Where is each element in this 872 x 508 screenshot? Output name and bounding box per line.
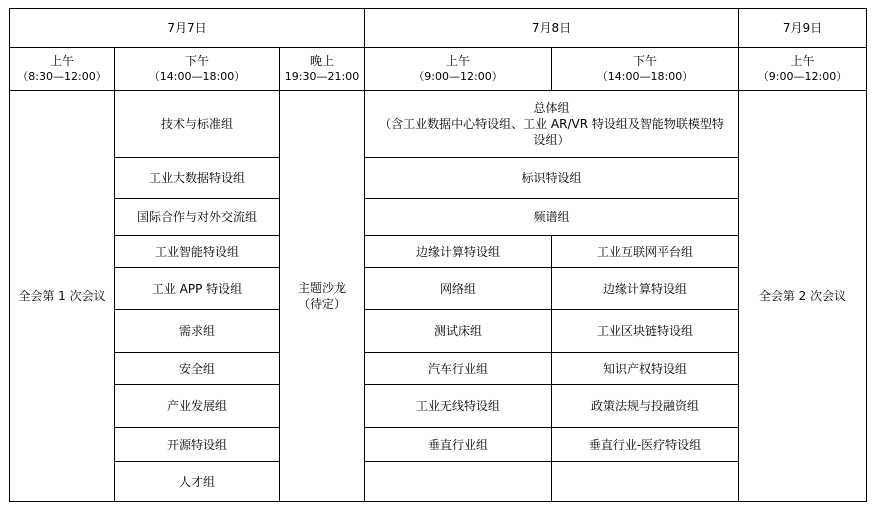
group-cell: 垂直行业组 xyxy=(365,428,552,462)
group-cell: 垂直行业-医疗特设组 xyxy=(552,428,739,462)
group-cell-empty xyxy=(365,462,552,502)
slot-time: （9:00—12:00） xyxy=(757,70,848,83)
identifier-group: 标识特设组 xyxy=(365,158,739,199)
slot-label: 上午 xyxy=(49,54,74,68)
table-row xyxy=(10,268,867,310)
table-row xyxy=(10,353,867,385)
group-cell: 网络组 xyxy=(365,268,552,310)
table-row xyxy=(10,462,867,502)
slot-jul9-morning xyxy=(739,48,867,91)
general-group-desc-end: 设组） xyxy=(533,133,570,147)
group-cell: 安全组 xyxy=(115,353,280,385)
general-group-title: 总体组 xyxy=(533,101,570,115)
group-cell: 边缘计算特设组 xyxy=(552,268,739,310)
plenary-session-1: 全会第 1 次会议 xyxy=(10,91,115,502)
day-header-jul9: 7月9日 xyxy=(739,9,867,48)
slot-label: 上午 xyxy=(790,54,815,68)
group-cell: 边缘计算特设组 xyxy=(365,236,552,268)
slot-jul8-morning xyxy=(365,48,552,91)
slot-jul7-morning xyxy=(10,48,115,91)
slot-label: 下午 xyxy=(632,54,657,68)
slot-time: 19:30—21:00 xyxy=(284,70,360,83)
theme-salon xyxy=(280,91,365,502)
slot-label: 上午 xyxy=(445,54,470,68)
slot-label: 晚上 xyxy=(309,54,334,68)
group-cell: 产业发展组 xyxy=(115,385,280,428)
table-row xyxy=(10,236,867,268)
day-header-jul8: 7月8日 xyxy=(365,9,739,48)
slot-jul7-evening xyxy=(280,48,365,91)
group-cell: 工业 APP 特设组 xyxy=(115,268,280,310)
group-cell: 工业区块链特设组 xyxy=(552,310,739,353)
group-cell: 需求组 xyxy=(115,310,280,353)
slot-jul7-afternoon xyxy=(115,48,280,91)
general-group-desc: （含工业数据中心特设组、工业 AR/VR 特设组及智能物联模型特 xyxy=(379,117,724,131)
salon-title: 主题沙龙 xyxy=(297,281,346,295)
group-cell: 政策法规与投融资组 xyxy=(552,385,739,428)
group-cell: 工业无线特设组 xyxy=(365,385,552,428)
slot-time: （14:00—18:00） xyxy=(148,70,246,83)
general-group xyxy=(365,91,739,158)
table-row xyxy=(10,310,867,353)
slot-time: （9:00—12:00） xyxy=(413,70,503,83)
group-cell: 汽车行业组 xyxy=(365,353,552,385)
day-header-jul7: 7月7日 xyxy=(10,9,365,48)
group-cell: 工业互联网平台组 xyxy=(552,236,739,268)
table-row xyxy=(10,428,867,462)
group-cell: 工业智能特设组 xyxy=(115,236,280,268)
spectrum-group: 频谱组 xyxy=(365,199,739,236)
group-cell: 开源特设组 xyxy=(115,428,280,462)
group-cell: 国际合作与对外交流组 xyxy=(115,199,280,236)
slot-label: 下午 xyxy=(184,54,209,68)
group-cell: 技术与标准组 xyxy=(115,91,280,158)
group-cell-empty xyxy=(552,462,739,502)
table-row xyxy=(10,199,867,236)
days-row xyxy=(10,9,867,48)
group-cell: 人才组 xyxy=(115,462,280,502)
group-cell: 工业大数据特设组 xyxy=(115,158,280,199)
salon-note: （待定） xyxy=(297,297,346,311)
group-cell: 测试床组 xyxy=(365,310,552,353)
slots-row xyxy=(10,48,867,91)
slot-time: （14:00—18:00） xyxy=(596,70,694,83)
plenary-session-2: 全会第 2 次会议 xyxy=(739,91,867,502)
table-row xyxy=(10,91,867,158)
slot-time: （8:30—12:00） xyxy=(17,70,107,83)
table-row xyxy=(10,158,867,199)
group-cell: 知识产权特设组 xyxy=(552,353,739,385)
table-row xyxy=(10,385,867,428)
schedule-table xyxy=(9,8,867,502)
slot-jul8-afternoon xyxy=(552,48,739,91)
